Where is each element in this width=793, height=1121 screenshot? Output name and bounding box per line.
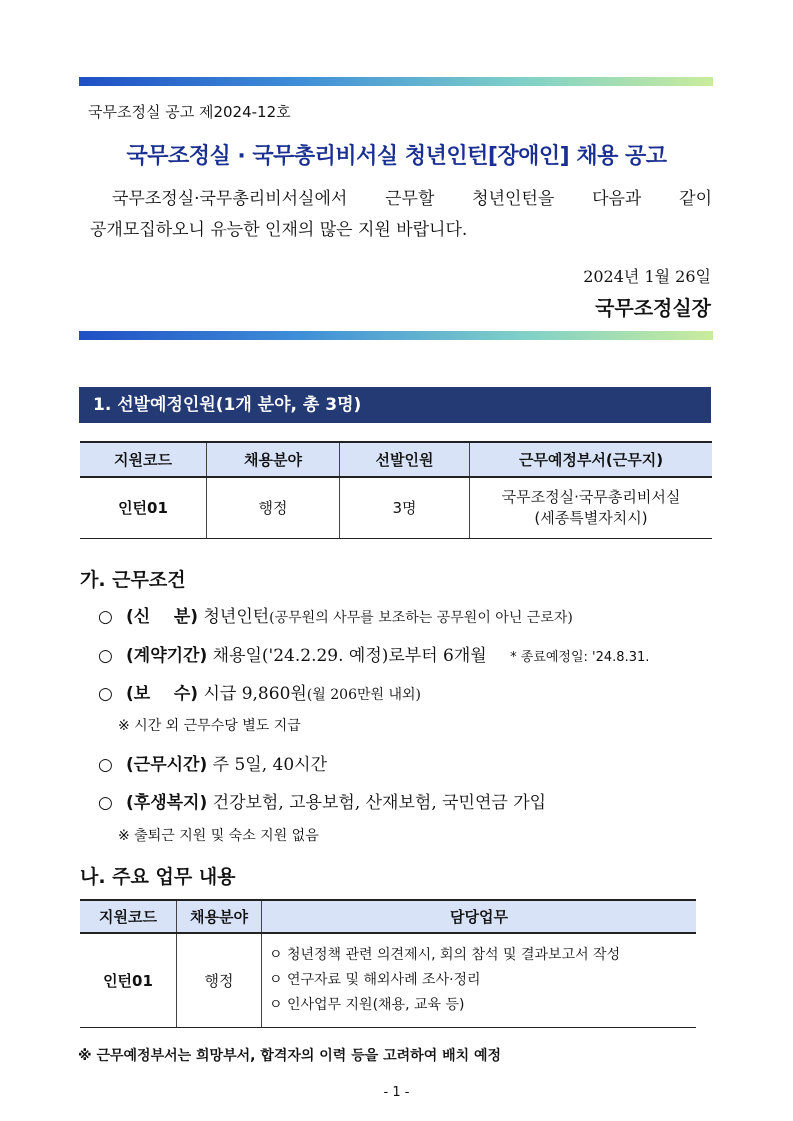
cell-dept	[470, 477, 713, 539]
list-item: ㅇ 연구자료 및 해외사례 조사·정리	[269, 972, 481, 988]
col-code: 지원코드	[80, 900, 177, 933]
bullet-icon: ○	[98, 684, 113, 704]
bullet-icon: ○	[98, 607, 113, 627]
table-row	[80, 933, 696, 1028]
condition-value: 주 5일, 40시간	[212, 755, 327, 775]
condition-item	[98, 679, 421, 704]
condition-value: 채용일('24.2.29. 예정)로부터 6개월	[212, 646, 487, 666]
signer: 국무조정실장	[595, 296, 711, 320]
list-item: ㅇ 인사업무 지원(채용, 교육 등)	[269, 997, 465, 1013]
section-1-heading: 1. 선발예정인원(1개 분야, 총 3명)	[79, 387, 711, 423]
condition-key: (신 분)	[126, 607, 199, 627]
notice-number: 국무조정실 공고 제2024-12호	[88, 103, 291, 121]
table-header-row	[80, 900, 696, 933]
condition-detail: (공무원의 사무를 보조하는 공무원이 아닌 근로자)	[269, 610, 573, 626]
intro-line-2: 공개모집하오니 유능한 인재의 많은 지원 바랍니다.	[90, 220, 468, 240]
task-list	[263, 935, 695, 1026]
top-gradient-bar	[79, 77, 713, 86]
col-dept: 근무예정부서(근무지)	[470, 442, 713, 477]
note-overtime: ※ 시간 외 근무수당 별도 지급	[118, 718, 301, 734]
bullet-icon: ○	[98, 793, 113, 813]
col-tasks: 담당업무	[262, 900, 697, 933]
condition-value: 청년인턴	[203, 607, 270, 627]
cell-tasks	[262, 933, 697, 1028]
list-item: ㅇ 청년정책 관련 의견제시, 회의 참석 및 결과보고서 작성	[269, 947, 621, 963]
duties-heading: 나. 주요 업무 내용	[80, 866, 236, 888]
condition-item	[98, 788, 546, 813]
condition-key: (근무시간)	[126, 755, 208, 775]
cell-code: 인턴01	[80, 477, 207, 539]
col-code: 지원코드	[80, 442, 207, 477]
condition-detail: (월 206만원 내외)	[306, 687, 421, 703]
condition-key: (계약기간)	[126, 646, 208, 666]
bottom-gradient-bar	[79, 331, 713, 340]
bullet-icon: ○	[98, 646, 113, 666]
condition-item	[98, 602, 573, 627]
conditions-heading: 가. 근무조건	[80, 569, 186, 591]
selection-table	[80, 441, 712, 539]
dept-line-2: (세종특별자치시)	[534, 509, 648, 527]
table-row	[80, 477, 712, 539]
note-commute: ※ 출퇴근 지원 및 숙소 지원 없음	[118, 828, 319, 844]
condition-item	[98, 641, 649, 666]
footnote: ※ 근무예정부서는 희망부서, 합격자의 이력 등을 고려하여 배치 예정	[78, 1048, 502, 1064]
col-field: 채용분야	[207, 442, 340, 477]
cell-count: 3명	[340, 477, 470, 539]
col-count: 선발인원	[340, 442, 470, 477]
table-header-row	[80, 442, 712, 477]
condition-value: 건강보험, 고용보험, 산재보험, 국민연금 가입	[212, 793, 547, 813]
cell-code: 인턴01	[80, 933, 177, 1028]
intro-line-1: 국무조정실·국무총리비서실에서 근무할 청년인턴을 다음과 같이	[112, 189, 712, 209]
cell-field: 행정	[207, 477, 340, 539]
condition-key: (보 수)	[126, 684, 199, 704]
duties-table	[80, 899, 696, 1028]
col-field: 채용분야	[177, 900, 262, 933]
dept-line-1: 국무조정실·국무총리비서실	[501, 488, 681, 506]
notice-date: 2024년 1월 26일	[583, 267, 711, 286]
condition-key: (후생복지)	[126, 793, 208, 813]
cell-field: 행정	[177, 933, 262, 1028]
condition-value: 시급 9,860원	[203, 684, 307, 704]
page-number: - 1 -	[383, 1085, 410, 1100]
condition-extra: * 종료예정일: '24.8.31.	[510, 650, 650, 665]
page-title: 국무조정실 · 국무총리비서실 청년인턴[장애인] 채용 공고	[126, 144, 667, 169]
condition-item	[98, 750, 327, 775]
bullet-icon: ○	[98, 755, 113, 775]
